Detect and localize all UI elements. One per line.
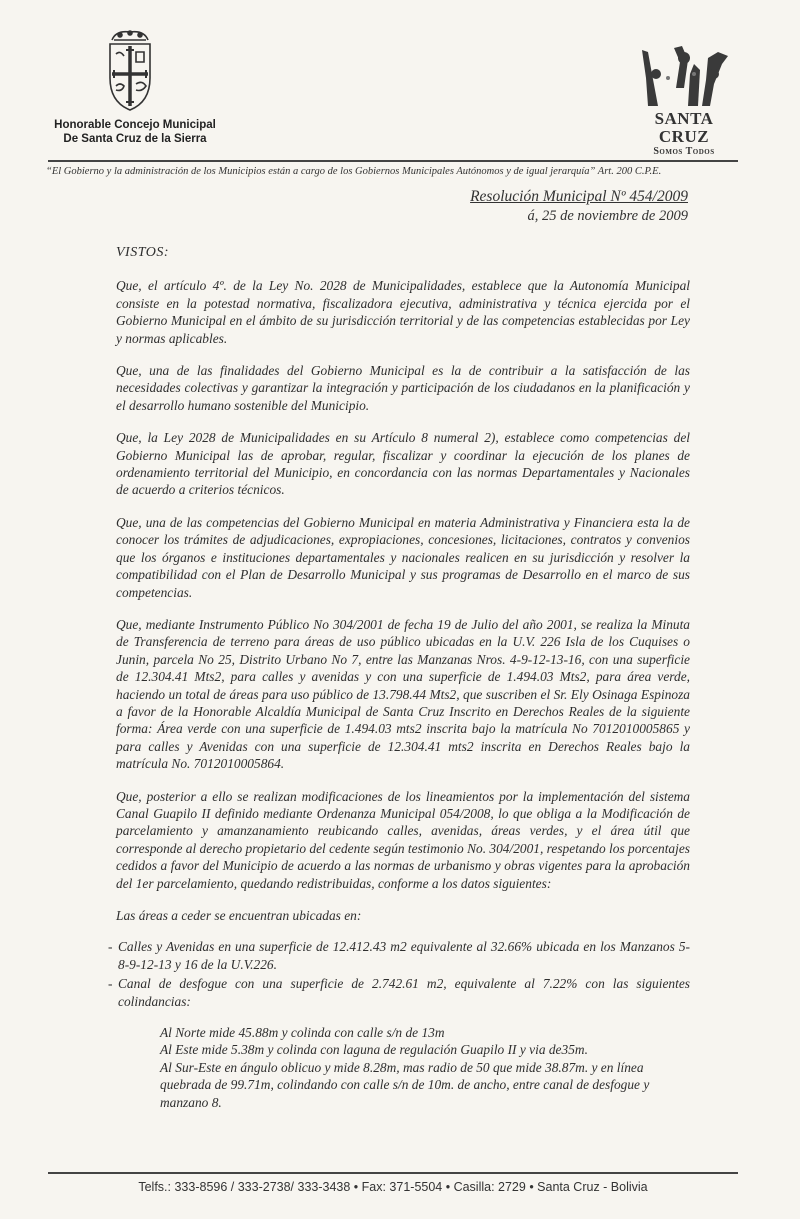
vistos-heading: VISTOS: [116, 245, 170, 260]
paragraph: Que, mediante Instrumento Público No 304/2001 de fecha 19 de Julio del año 2001, se realiza la Minuta de Transferencia de terreno para áreas de uso público ubicadas en la U.V. 226 Isla de los Cuquises o Junin, parcela No 25, Distrito Urbano No 7, entre las Manzanas Nros. 4-9-12-13-16, con una superficie de 12.304.41 Mts2, para calles y avenidas y con una superficie de 1.494.03 Mts2, para área verde, haciendo un total de áreas para uso público de 13.798.44 Mts2, que suscriben el Sr. Ely Osinaga Espinoza a favor de la Honorable Alcaldía Municipal de Santa Cruz Inscrito en Derechos Reales de la siguiente forma: Área verde con una superficie de 1.494.03 mts2 inscrita bajo la matrícula No 7012010005865 y para calles y Avenidas con una superficie de 12.304.41 mts2 inscrita en Derechos Reales bajo la matrícula No. 7012010005864. [116, 616, 690, 772]
logo-sub-text: Somos Todos [653, 146, 715, 157]
footer-divider [48, 1172, 738, 1174]
list-item [108, 975, 690, 1010]
boundary-item: Al Este mide 5.38m y colinda con laguna de regulación Guapilo II y via de35m. [160, 1042, 588, 1058]
paragraph: Que, la Ley 2028 de Municipalidades en su Artículo 8 numeral 2), establece como competencias del Gobierno Municipal las de aprobar, regular, fiscalizar y coordinar la ejecución de los planes de ordenamiento territorial del Municipio, en concordancia con las normas Departamentales y Nacionales de acuerdo a criterios técnicos. [116, 430, 690, 498]
paragraph: Que, posterior a ello se realizan modificaciones de los lineamientos por la implementación del sistema Canal Guapilo II definido mediante Ordenanza Municipal 054/2008, lo que obliga a la Modificación de parcelamiento y amanzanamiento reubicando calles, avenidas, áreas verdes, y el área útil que corresponde al derecho propietario del cedente según testimonio No. 304/2001, respetando los porcentajes cedidos a favor del Municipio de acuerdo a las normas de urbanismo y obras vigentes para la aprobación del 1er parcelamiento, quedando redistribuidas, conforme a los datos siguientes: [116, 788, 690, 891]
constitution-quote: “El Gobierno y la administración de los Municipios están a cargo de los Gobiernos Municipales Autónomos y de igual jerarquía” Art. 200 C.P.E. [46, 166, 662, 177]
footer-contact: Telfs.: 333-8596 / 333-2738/ 333-3438 • Fax: 371-5504 • Casilla: 2729 • Santa Cruz - Bolivia [138, 1180, 648, 1194]
paragraph: Que, una de las finalidades del Gobierno Municipal es la de contribuir a la satisfacción de las necesidades colectivas y garantizar la integración y participación de los ciudadanos en la planificación y el desarrollo humano sostenible del Municipio. [116, 363, 690, 413]
list-item-text: Calles y Avenidas en una superficie de 12.412.43 m2 equivalente al 32.66% ubicada en los Manzanos 5-8-9-12-13 y 16 de la U.V.226. [118, 939, 690, 972]
paragraph: Que, una de las competencias del Gobierno Municipal en materia Administrativa y Financiera esta la de conocer los trámites de adjudicaciones, expropiaciones, concesiones, licitaciones, contratos y convenios que los órganos e instituciones departamentales y nacionales realicen en su jurisdicción y resolver la compatibilidad con el Plan de Desarrollo Municipal y sus programas de Desarrollo en el marco de sus competencias. [116, 514, 690, 600]
council-name [40, 118, 230, 146]
list-item-text: Canal de desfogue con una superficie de 2.742.61 m2, equivalente al 7.22% con las siguientes colindancias: [118, 976, 690, 1009]
list-item [108, 938, 690, 973]
boundary-item: Al Norte mide 45.88m y colinda con calle s/n de 13m [160, 1025, 445, 1041]
document-body [108, 240, 690, 1111]
paragraph: Que, el artículo 4º. de la Ley No. 2028 de Municipalidades, establece que la Autonomía Municipal consiste en la potestad normativa, fiscalizadora ejecutiva, administrativa y técnica ejercida por el Gobierno Municipal en el ámbito de su jurisdicción territorial y de las competencias establecidas por Ley y normas aplicables. [116, 278, 690, 346]
areas-intro: Las áreas a ceder se encuentran ubicadas en: [116, 908, 362, 923]
logo-text [628, 110, 740, 158]
council-name-line1: Honorable Concejo Municipal [54, 119, 216, 131]
boundaries-list [160, 1024, 690, 1111]
municipal-crest-icon [104, 28, 156, 112]
resolution-date: á, 25 de noviembre de 2009 [527, 208, 688, 224]
bullet-dash: - [108, 939, 113, 955]
logo-main-text: SANTA CRUZ [654, 109, 714, 146]
council-name-line2: De Santa Cruz de la Sierra [63, 133, 207, 145]
resolution-title: Resolución Municipal Nº 454/2009 [470, 188, 688, 205]
header-divider [48, 160, 738, 162]
bullet-dash: - [108, 976, 113, 992]
boundary-item: Al Sur-Este en ángulo oblicuo y mide 8.28m, mas radio de 50 que mide 38.87m. y en línea quebrada de 99.71m, colindando con calle s/n de 10m. de ancho, entre canal de desfogue y manzano 8. [160, 1059, 650, 1110]
